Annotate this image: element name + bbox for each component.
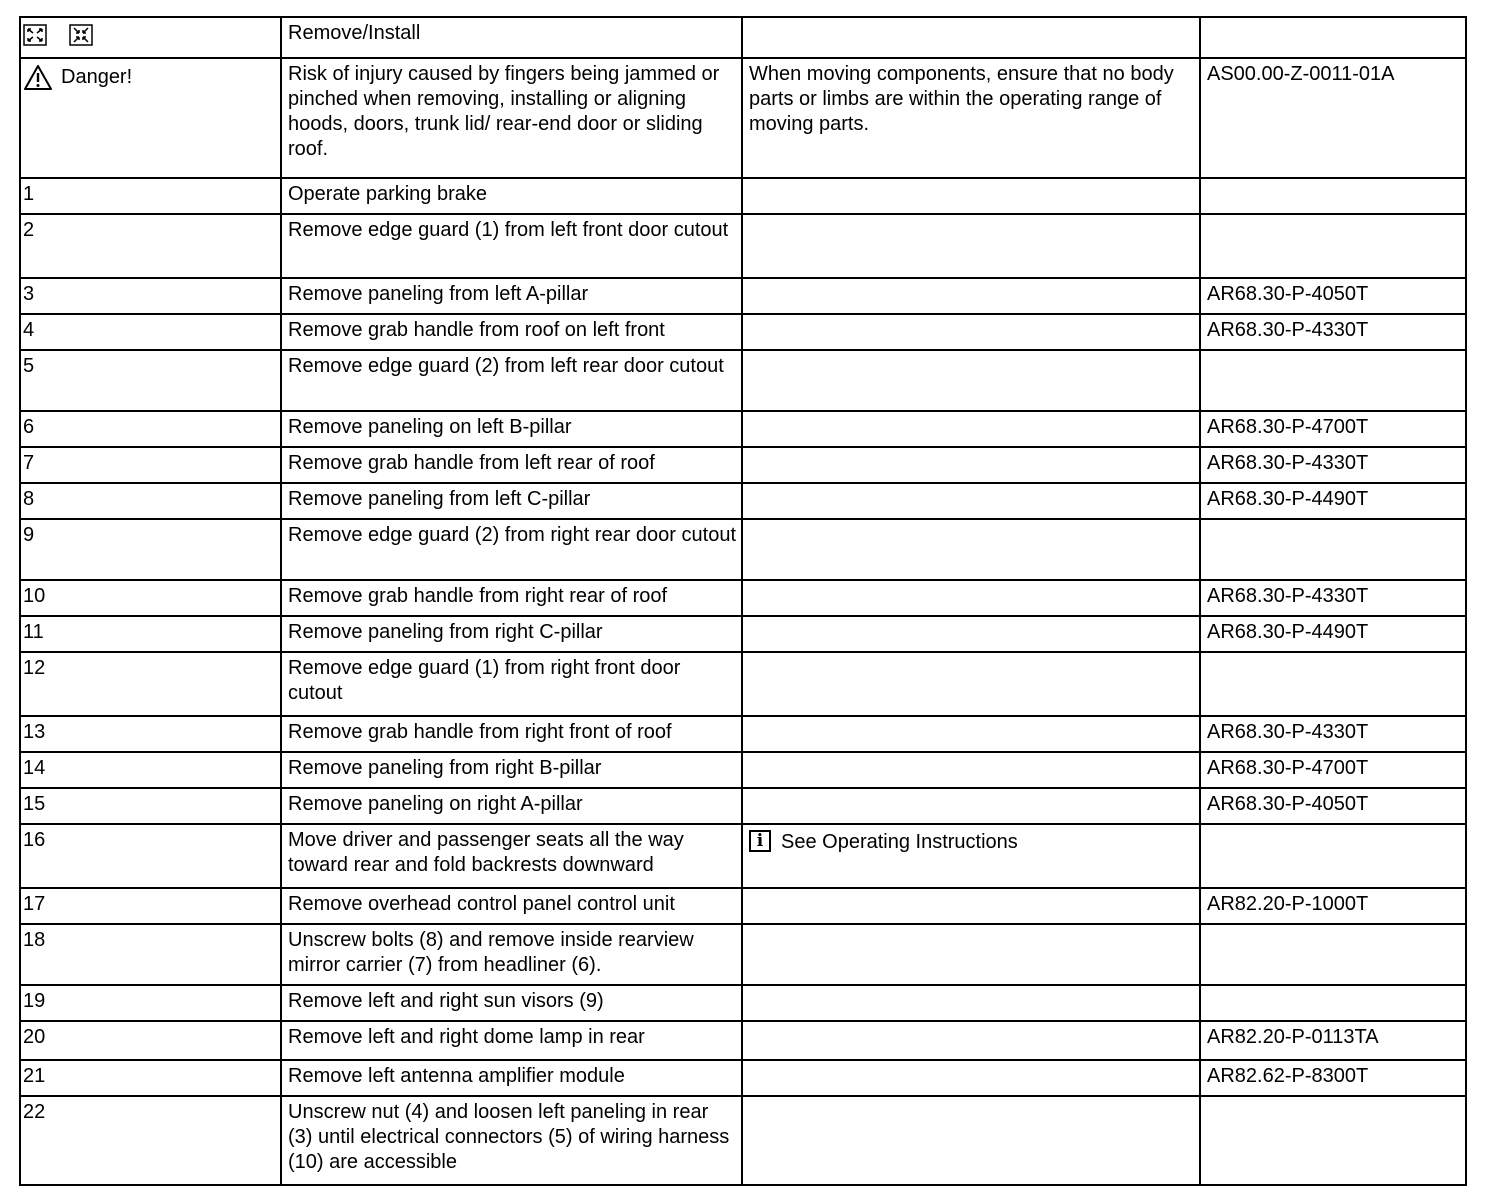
step-text: Remove left antenna amplifier module [281,1060,742,1096]
table-row [20,519,1466,580]
step-reference [1200,214,1466,278]
step-number: 22 [20,1096,281,1185]
step-note [742,824,1200,888]
step-text: Move driver and passenger seats all the way toward rear and fold backrests downward [281,824,742,888]
table-row [20,1021,1466,1060]
step-note [742,752,1200,788]
step-note [742,716,1200,752]
table-row [20,411,1466,447]
step-text: Remove paneling from right B-pillar [281,752,742,788]
step-text: Remove edge guard (2) from right rear door cutout [281,519,742,580]
step-number: 7 [20,447,281,483]
step-number: 14 [20,752,281,788]
step-number: 1 [20,178,281,214]
step-text: Unscrew nut (4) and loosen left paneling in rear (3) until electrical connectors (5) of wiring harness (10) are accessible [281,1096,742,1185]
table-row [20,824,1466,888]
step-reference [1200,350,1466,411]
step-reference [1200,1096,1466,1185]
table-row [20,1060,1466,1096]
danger-reference[interactable]: AS00.00-Z-0011-01A [1200,58,1466,178]
step-number: 12 [20,652,281,716]
danger-risk-text: Risk of injury caused by fingers being jammed or pinched when removing, installing or aligning hoods, doors, trunk lid/ rear-end door or sliding roof. [281,58,742,178]
step-reference[interactable]: AR68.30-P-4490T [1200,483,1466,519]
procedure-table [19,16,1467,1186]
step-text: Remove grab handle from roof on left front [281,314,742,350]
note-text: See Operating Instructions [781,831,1018,853]
step-reference[interactable]: AR68.30-P-4330T [1200,314,1466,350]
step-number: 17 [20,888,281,924]
table-row [20,214,1466,278]
step-text: Remove grab handle from right front of roof [281,716,742,752]
table-row [20,924,1466,985]
collapse-icon[interactable] [69,24,93,46]
table-row [20,278,1466,314]
step-number: 2 [20,214,281,278]
header-row [20,17,1466,58]
step-reference[interactable]: AR82.20-P-1000T [1200,888,1466,924]
step-note [742,519,1200,580]
step-note [742,888,1200,924]
expand-icon[interactable] [23,24,47,46]
danger-row [20,58,1466,178]
step-note [742,924,1200,985]
table-row [20,652,1466,716]
header-icons-cell [20,17,281,58]
table-row [20,580,1466,616]
step-text: Remove paneling from right C-pillar [281,616,742,652]
step-number: 18 [20,924,281,985]
step-text: Remove paneling from left C-pillar [281,483,742,519]
step-text: Remove left and right sun visors (9) [281,985,742,1021]
step-reference[interactable]: AR68.30-P-4490T [1200,616,1466,652]
step-note [742,652,1200,716]
table-row [20,483,1466,519]
step-number: 9 [20,519,281,580]
step-note [742,483,1200,519]
step-text: Remove paneling from left A-pillar [281,278,742,314]
step-note [742,447,1200,483]
table-row [20,888,1466,924]
step-note [742,616,1200,652]
step-text: Remove grab handle from left rear of roof [281,447,742,483]
step-text: Remove paneling on left B-pillar [281,411,742,447]
step-text: Operate parking brake [281,178,742,214]
step-text: Remove edge guard (1) from right front door cutout [281,652,742,716]
table-row [20,314,1466,350]
table-row [20,616,1466,652]
step-text: Remove left and right dome lamp in rear [281,1021,742,1060]
step-text: Remove paneling on right A-pillar [281,788,742,824]
step-text: Unscrew bolts (8) and remove inside rearview mirror carrier (7) from headliner (6). [281,924,742,985]
step-text: Remove edge guard (2) from left rear door cutout [281,350,742,411]
step-number: 10 [20,580,281,616]
step-number: 4 [20,314,281,350]
step-note [742,1060,1200,1096]
danger-measure-text: When moving components, ensure that no body parts or limbs are within the operating range of moving parts. [742,58,1200,178]
table-row [20,178,1466,214]
step-reference [1200,652,1466,716]
step-note [742,350,1200,411]
table-row [20,788,1466,824]
step-reference[interactable]: AR68.30-P-4330T [1200,447,1466,483]
step-reference[interactable]: AR82.20-P-0113TA [1200,1021,1466,1060]
step-text: Remove grab handle from right rear of roof [281,580,742,616]
step-text: Remove edge guard (1) from left front door cutout [281,214,742,278]
step-reference[interactable]: AR68.30-P-4700T [1200,752,1466,788]
step-note [742,985,1200,1021]
table-row [20,985,1466,1021]
step-number: 8 [20,483,281,519]
table-row [20,752,1466,788]
step-note [742,214,1200,278]
step-number: 11 [20,616,281,652]
step-note [742,1021,1200,1060]
step-note [742,314,1200,350]
table-row [20,1096,1466,1185]
step-number: 5 [20,350,281,411]
table-row [20,447,1466,483]
step-reference [1200,178,1466,214]
warning-triangle-icon [23,64,53,91]
step-reference[interactable]: AR68.30-P-4330T [1200,716,1466,752]
step-note [742,788,1200,824]
step-number: 20 [20,1021,281,1060]
step-number: 19 [20,985,281,1021]
step-reference [1200,924,1466,985]
danger-label: Danger! [61,66,133,88]
step-number: 6 [20,411,281,447]
step-note [742,1096,1200,1185]
step-text: Remove overhead control panel control unit [281,888,742,924]
step-reference[interactable]: AR68.30-P-4330T [1200,580,1466,616]
step-reference[interactable]: AR82.62-P-8300T [1200,1060,1466,1096]
step-note [742,178,1200,214]
step-reference [1200,519,1466,580]
table-row [20,350,1466,411]
step-reference [1200,985,1466,1021]
step-note [742,411,1200,447]
step-reference[interactable]: AR68.30-P-4700T [1200,411,1466,447]
step-reference[interactable]: AR68.30-P-4050T [1200,788,1466,824]
step-number: 16 [20,824,281,888]
info-icon: i [749,830,771,852]
step-number: 3 [20,278,281,314]
step-note [742,580,1200,616]
step-number: 15 [20,788,281,824]
step-number: 21 [20,1060,281,1096]
step-note [742,278,1200,314]
header-title: Remove/Install [281,17,742,58]
step-reference[interactable]: AR68.30-P-4050T [1200,278,1466,314]
step-number: 13 [20,716,281,752]
step-reference [1200,824,1466,888]
table-row [20,716,1466,752]
